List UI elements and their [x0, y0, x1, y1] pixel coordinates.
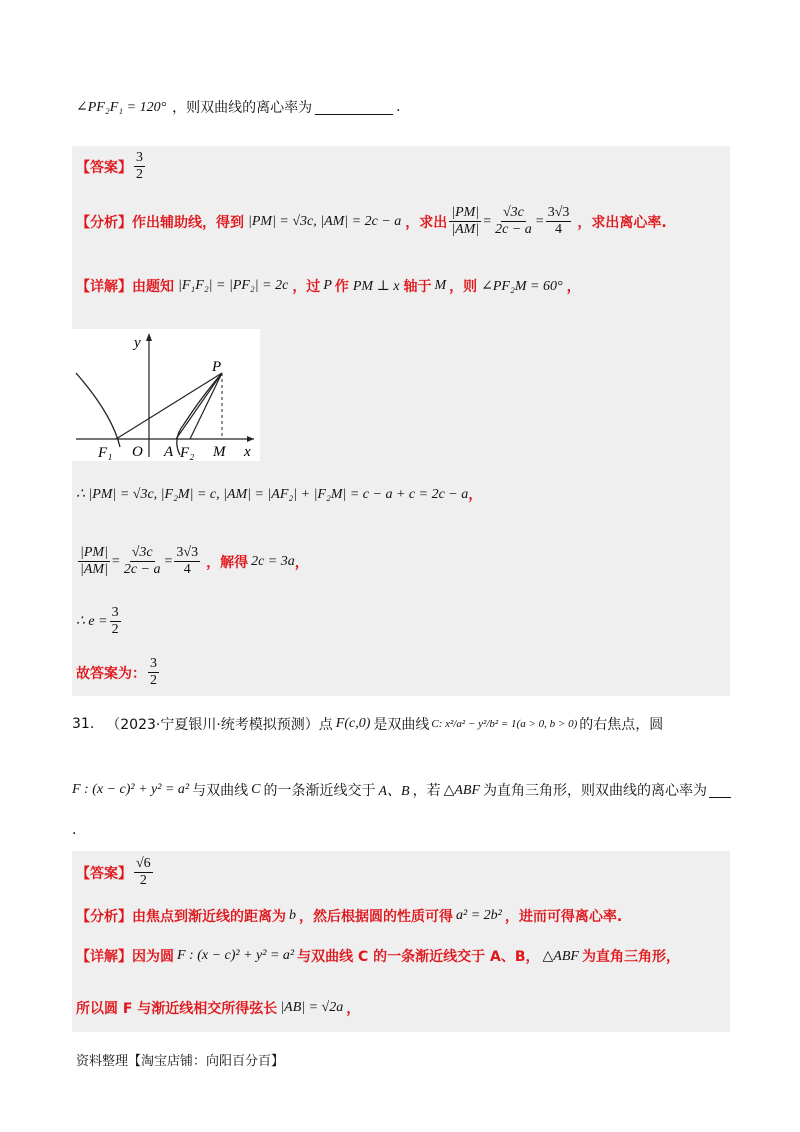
detail-text: ，过 [292, 279, 321, 295]
analysis-31 [76, 906, 622, 926]
fraction-numerator: 3√3 [546, 205, 572, 222]
detail-text: 轴于 [403, 279, 432, 295]
step-text: ，解得 [206, 554, 249, 571]
answer-30 [76, 150, 147, 183]
analysis-text: ，然后根据圆的性质可得 [299, 909, 453, 925]
analysis-expression: a² = 2b² [456, 908, 502, 923]
label-x: x [244, 444, 251, 460]
label-m: M [213, 444, 226, 460]
detail-text: ， [566, 279, 581, 295]
variable-b: b [289, 908, 296, 923]
hyperbola-figure [72, 329, 260, 461]
fraction-denominator: 2 [111, 622, 119, 638]
angle-condition: ∠PF₂F₁ = 120° [76, 99, 167, 115]
problem-text: 是双曲线 [373, 717, 430, 733]
problem-text: 为直角三角形，则双曲线的离心率为 [483, 783, 707, 799]
detail-expression: PM ⊥ x [352, 278, 400, 294]
point-m: M [434, 278, 447, 293]
problem-text: 的右焦点，圆 [579, 717, 664, 733]
fraction-numerator: 3 [148, 656, 159, 673]
ratio-fraction [122, 545, 163, 578]
detail-text: ， [346, 1001, 361, 1017]
triangle-abf: △ABF [443, 782, 480, 798]
equals-sign: = [111, 553, 120, 569]
ratio-fraction [493, 205, 534, 238]
label-y: y [134, 335, 141, 351]
analysis-label: 【分析】 [76, 214, 132, 231]
detail-30 [76, 276, 581, 296]
answer-31 [76, 856, 155, 889]
fraction-denominator: 2c − a [123, 562, 161, 578]
step-expression: 2c = 3a [251, 553, 295, 569]
problem-30-condition [76, 97, 401, 117]
problem-31-line-2 [72, 780, 731, 800]
question-text: ，则双曲线的离心率为 [172, 100, 313, 116]
analysis-label: 【分析】 [76, 909, 132, 925]
step-expression: ∴ e = [76, 614, 108, 630]
detail-text: 所以圆 F 与渐近线相交所得弦长 [76, 1001, 278, 1017]
result-fraction [110, 605, 121, 638]
fraction-denominator: 4 [555, 222, 563, 238]
y-axis-arrow [146, 333, 152, 341]
label-f1: F₁ [98, 445, 113, 461]
fraction-denominator: 4 [183, 562, 191, 578]
fraction-denominator: 2 [136, 167, 143, 183]
detail-31-line-1 [76, 946, 680, 966]
answer-label: 【答案】 [76, 159, 132, 176]
analysis-text: ，进而可得离心率. [504, 909, 623, 925]
footer-text: 资料整理【淘宝店铺：向阳百分百】 [76, 1054, 285, 1069]
fraction-numerator: |PM| [449, 205, 481, 222]
fraction-denominator: 2c − a [495, 222, 532, 238]
detail-text: 与双曲线 C 的一条渐近线交于 A、B， [297, 949, 540, 965]
equals-sign: = [483, 213, 492, 229]
point-p: P [323, 278, 332, 293]
problem-31-period [72, 822, 76, 838]
problem-31-line-1 [72, 714, 663, 734]
analysis-expression: |PM| = √3c, |AM| = 2c − a [248, 213, 402, 229]
problem-text: 与双曲线 [192, 783, 249, 799]
answer-label: 【答案】 [76, 865, 132, 882]
label-f2: F₂ [180, 445, 195, 461]
analysis-text: 由焦点到渐近线的距离为 [132, 909, 286, 925]
detail-text: 为直角三角形， [581, 949, 680, 965]
ratio-fraction [546, 205, 572, 238]
answer-blank [315, 100, 393, 115]
detail-text: 作 [334, 279, 349, 295]
problem-text: ，若 [412, 783, 441, 799]
circle-equation: F : (x − c)² + y² = a² [177, 948, 295, 963]
hyperbola-diagram [72, 329, 260, 461]
analysis-text: ，求出离心率. [577, 214, 667, 231]
detail-text: 由题知 [132, 279, 174, 295]
answer-fraction [134, 150, 145, 183]
fraction-numerator: 3 [110, 605, 121, 622]
ratio-fraction [78, 545, 110, 578]
label-o: O [132, 444, 143, 460]
ratio-fraction [449, 205, 481, 238]
equals-sign: = [535, 213, 544, 229]
label-p: P [212, 359, 222, 375]
fraction-denominator: |AM| [80, 562, 108, 578]
focus-expression: F(c,0) [335, 716, 371, 731]
fraction-numerator: √3c [501, 205, 526, 222]
fraction-denominator: 2 [139, 873, 147, 889]
problem-text: 的一条渐近线交于 [263, 783, 376, 799]
problem-number: 31. [72, 716, 95, 732]
detail-text: ，则 [449, 279, 478, 295]
ratio-fraction [174, 545, 200, 578]
detail-expression: ∠PF₂M = 60° [481, 278, 563, 294]
final-answer-label: 故答案为： [76, 665, 146, 682]
step-punctuation: ， [294, 554, 309, 571]
curve-c: C [251, 782, 261, 797]
problem-source: （2023·宁夏银川·统考模拟预测）点 [106, 717, 333, 733]
answer-fraction [134, 856, 153, 889]
analysis-30 [76, 205, 667, 238]
final-fraction [148, 656, 159, 689]
step-1 [76, 484, 482, 504]
points-ab: A、B [378, 784, 410, 799]
step-punctuation: ， [468, 487, 483, 503]
detail-expression: |F₁F₂| = |PF₂| = 2c [178, 278, 289, 293]
equals-sign: = [164, 553, 173, 569]
final-answer-30 [76, 656, 161, 689]
period: . [72, 822, 77, 838]
fraction-numerator: 3√3 [174, 545, 200, 562]
detail-31-line-2 [76, 998, 360, 1018]
period: . [396, 99, 401, 115]
step-expression: ∴ |PM| = √3c, |F₂M| = c, |AM| = |AF₂| + |F₂M| = c − a + c = 2c − a [76, 486, 469, 502]
fraction-denominator: |AM| [451, 222, 480, 238]
fraction-numerator: 3 [134, 150, 145, 167]
triangle-abf: △ABF [542, 948, 579, 964]
fraction-numerator: √6 [134, 856, 153, 873]
fraction-numerator: √3c [130, 545, 155, 562]
hyperbola-equation: C: x²/a² − y²/b² = 1(a > 0, b > 0) [431, 718, 578, 730]
line-pa [176, 373, 222, 439]
detail-text: 因为圆 [132, 949, 174, 965]
x-axis-arrow [247, 436, 254, 442]
right-branch [177, 373, 222, 455]
fraction-numerator: |PM| [78, 545, 110, 562]
step-2 [76, 545, 309, 578]
circle-equation: F : (x − c)² + y² = a² [72, 782, 190, 797]
chord-length: |AB| = √2a [280, 1000, 344, 1015]
step-3 [76, 605, 123, 638]
fraction-denominator: 2 [150, 673, 157, 689]
analysis-text: ，求出 [405, 214, 448, 231]
analysis-text: 作出辅助线，得到 [132, 214, 244, 231]
detail-label: 【详解】 [76, 949, 132, 965]
left-branch [76, 373, 120, 447]
answer-blank [709, 783, 731, 798]
label-a: A [164, 444, 174, 460]
detail-label: 【详解】 [76, 279, 132, 295]
